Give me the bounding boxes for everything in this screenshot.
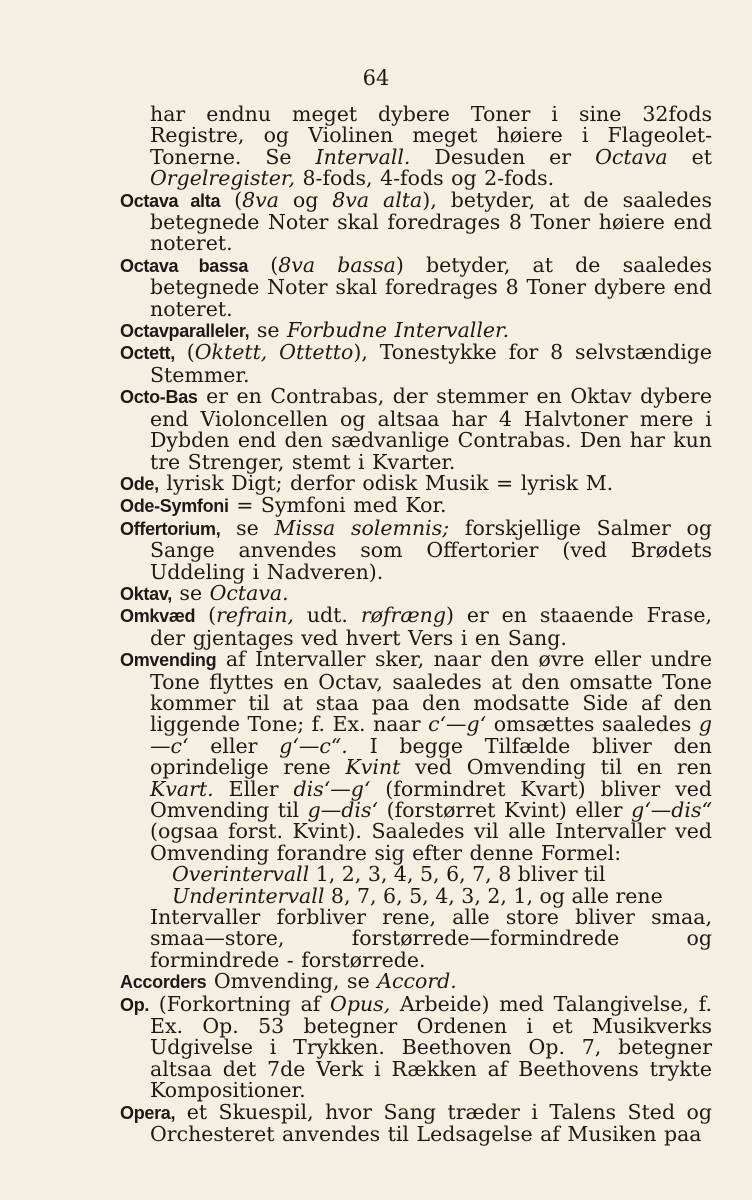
dictionary-entry — [120, 605, 712, 649]
entry-headword: Octett, — [120, 343, 175, 364]
italic-term: Underintervall — [172, 883, 325, 908]
dictionary-entry — [120, 991, 713, 1103]
entry-text: ( — [174, 340, 195, 365]
entry-headword: Opera, — [120, 1102, 176, 1123]
entry-continuation — [120, 907, 712, 971]
italic-term: 8va bassa — [278, 252, 396, 277]
entry-headword: Omkvæd — [120, 606, 196, 627]
entry-text: Arbeide) med Talangivelse, f. Ex. Op. 53 betegner Ordenen i et Musikverks Udgivelse i Trykken. Beethoven Op. 7, betegner altsaa det 7de Verk i Rækken af Beethovens trykte Kompositioner. — [150, 991, 713, 1103]
italic-term: Kvart. — [150, 776, 214, 801]
entry-headword: Oktav, — [120, 583, 172, 604]
entry-text: omsættes saaledes — [486, 712, 699, 737]
italic-term: dis‘—g‘ — [293, 776, 371, 801]
entry-headword: Omvending — [120, 650, 217, 671]
italic-term: 8va — [242, 187, 279, 212]
dictionary-entry — [120, 187, 713, 256]
entry-text: ), Tonestykke for 8 selvstændige Stemmer. — [150, 340, 712, 387]
italic-term: Oktett, Ottetto — [194, 340, 354, 365]
dictionary-entry — [120, 470, 712, 495]
entry-text: (ogsaa forst. Kvint). Saaledes vil alle Intervaller ved Omvending forandre sig efter denne Formel: — [150, 819, 712, 865]
dictionary-entry — [120, 515, 712, 584]
italic-term: g—dis‘ — [307, 798, 379, 822]
entry-text: ( — [195, 603, 217, 628]
italic-term: refrain, — [216, 603, 294, 628]
entry-text: ) betyder, at de saaledes betegnede Noter skal foredrages 8 Toner dybere end noteret. — [150, 252, 712, 321]
entry-text: et Skuespil, hvor Sang træder i Talens Sted og Orchesteret anvendes til Ledsagelse af Musiken paa — [150, 1099, 712, 1147]
entry-text: har endnu meget dybere Toner i sine 32fods Registre, og Violinen meget høiere i Flageolet-Tonerne. Se — [150, 102, 712, 169]
italic-term: Missa solemnis; — [274, 515, 450, 540]
entry-text: se — [171, 580, 210, 605]
entry-text: 8-fods, 4-fods og 2-fods. — [294, 166, 555, 191]
entry-text: et — [667, 144, 712, 169]
entry-headword: Ode, — [120, 473, 159, 494]
entry-headword: Offertorium, — [120, 518, 221, 539]
entry-text: ), betyder, at de saaledes betegnede Noter skal foredrages 8 Toner høiere end noteret. — [150, 187, 713, 256]
entry-continuation — [120, 104, 712, 190]
entry-text: af Intervaller sker, naar den øvre eller undre Tone flyttes en Octav, saaledes at den omsatte Tone kommer til at staa paa den modsatte Side af den liggende Tone; f. Ex. naar — [150, 647, 712, 737]
entry-text: (Forkortning af — [149, 991, 331, 1016]
dictionary-entry — [120, 971, 712, 993]
italic-term: Forbudne Intervaller. — [286, 318, 510, 343]
entry-headword: Accorders — [120, 972, 207, 993]
entry-headword: Octava bassa — [120, 255, 249, 276]
italic-term: Overintervall — [172, 862, 310, 887]
entry-text: I begge Tilfælde bliver den oprindelige rene — [150, 733, 712, 780]
page-number: 64 — [362, 66, 390, 90]
entry-text: udt. — [293, 603, 361, 628]
dictionary-entry — [120, 580, 712, 605]
formula-line — [120, 864, 712, 885]
entry-headword: Ode-Symfoni — [120, 496, 229, 517]
entry-text: 1, 2, 3, 4, 5, 6, 7, 8 bliver til — [309, 862, 606, 887]
entry-text: = Symfoni med Kor. — [228, 493, 447, 518]
entry-text: 8, 7, 6, 5, 4, 3, 2, 1, og alle rene — [324, 883, 663, 908]
entry-text: (forstørret Kvint) eller — [378, 798, 632, 822]
entry-text: og — [278, 187, 333, 212]
entry-text: Omvending, se — [206, 969, 378, 994]
italic-term: g—c‘ — [150, 712, 713, 758]
dictionary-entry — [120, 342, 712, 386]
entry-text: (formindret Kvart) bliver ved Omvending til — [150, 776, 712, 822]
italic-term: Orgelregister, — [150, 166, 295, 191]
entry-text: Desuden er — [410, 144, 596, 169]
italic-term: røfræng — [360, 603, 446, 628]
entry-text: forskjellige Salmer og Sange anvendes som Offertorier (ved Brødets Uddeling i Nadveren). — [150, 515, 712, 584]
dictionary-entry — [120, 495, 712, 517]
entry-headword: Op. — [120, 994, 150, 1015]
entry-text: se — [249, 318, 287, 343]
dictionary-entry — [120, 649, 712, 864]
italic-term: g‘—dis“ — [631, 798, 712, 822]
italic-term: Kvint — [345, 755, 401, 780]
entry-text: ( — [220, 187, 243, 212]
entry-text: er en Contrabas, der stemmer en Oktav dybere end Violoncellen og altsaa har 4 Halvtoner mere i Dybden end den sædvanlige Contrabas. Den har kun tre Strenger, stemt i Kvarter. — [150, 384, 712, 474]
entry-headword: Octava alta — [120, 190, 221, 211]
entry-text: ved Omvending til en ren — [400, 755, 713, 780]
entry-text: lyrisk Digt; derfor odisk Musik = lyrisk M. — [158, 470, 614, 495]
entry-headword: Octavparalleler, — [120, 321, 250, 342]
italic-term: Accord. — [377, 969, 457, 994]
dictionary-entries — [120, 104, 712, 1146]
entry-text: ) er en staaende Frase, der gjentages ved hvert Vers i en Sang. — [150, 603, 712, 650]
entry-text: se — [220, 515, 275, 540]
dictionary-entry — [120, 252, 712, 321]
entry-headword: Octo-Bas — [120, 387, 198, 408]
dictionary-entry — [120, 320, 712, 342]
dictionary-entry — [120, 1099, 712, 1147]
italic-term: Opus, — [330, 991, 391, 1016]
italic-term: Octava — [595, 144, 668, 169]
italic-term: Intervall. — [315, 144, 411, 169]
italic-term: Octava. — [209, 580, 289, 605]
entry-text: Intervaller forbliver rene, alle store bliver smaa, smaa—store, forstørrede—formindrede og formindrede - forstørrede. — [150, 905, 712, 972]
entry-text: ( — [248, 252, 279, 277]
entry-text: Eller — [213, 776, 294, 801]
formula-line — [120, 883, 712, 908]
italic-term: c‘—g‘ — [428, 712, 487, 737]
entry-text: eller — [188, 733, 280, 758]
italic-term: g‘—c“. — [279, 733, 348, 758]
dictionary-entry — [120, 386, 712, 473]
italic-term: 8va alta — [332, 187, 423, 212]
